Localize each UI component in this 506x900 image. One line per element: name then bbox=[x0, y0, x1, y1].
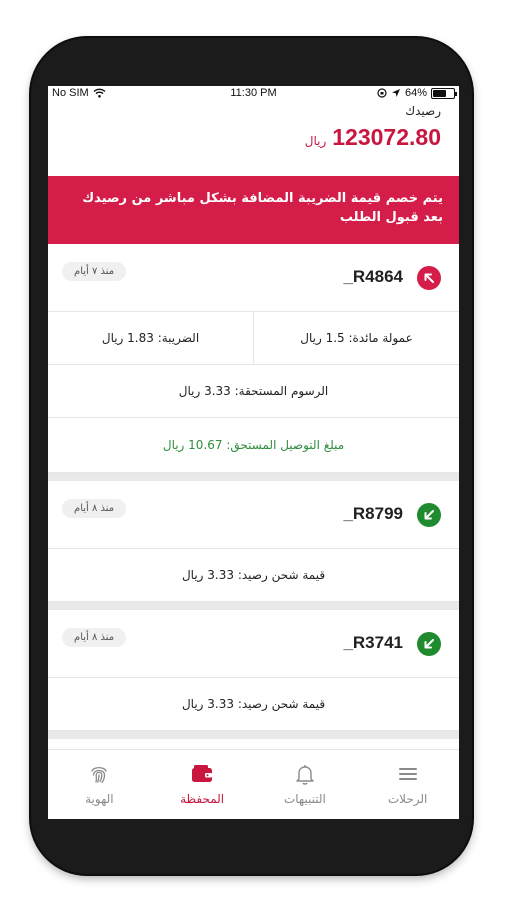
battery-icon bbox=[431, 88, 455, 99]
bottom-tab-bar bbox=[48, 749, 459, 819]
card-separator bbox=[48, 731, 459, 739]
transaction-list[interactable] bbox=[48, 244, 459, 739]
wallet-icon bbox=[190, 762, 214, 786]
lock-rotation-icon bbox=[377, 88, 387, 98]
tab-identity[interactable] bbox=[48, 750, 151, 819]
tax-cell: الضريبة: 1.83 ريال bbox=[48, 312, 254, 364]
arrow-down-left-icon bbox=[417, 503, 441, 527]
menu-lines-icon bbox=[396, 762, 420, 786]
transaction-card[interactable] bbox=[48, 244, 459, 473]
transaction-ref: _R4864 bbox=[343, 267, 403, 286]
tab-wallet[interactable] bbox=[151, 750, 254, 819]
balance-amount: 123072.80 bbox=[332, 124, 441, 150]
bell-icon bbox=[293, 762, 317, 786]
arrow-down-left-icon bbox=[417, 632, 441, 656]
transaction-ref: _R8799 bbox=[343, 504, 403, 523]
balance-row bbox=[305, 124, 441, 151]
transaction-age-badge: منذ ٨ أيام bbox=[62, 628, 126, 647]
commission-cell: عمولة مائدة: 1.5 ريال bbox=[300, 331, 413, 345]
carrier-label: No SIM bbox=[52, 87, 89, 99]
tab-label: المحفظة bbox=[180, 792, 225, 806]
fingerprint-icon bbox=[87, 762, 111, 786]
card-separator bbox=[48, 473, 459, 481]
battery-percent: 64% bbox=[404, 87, 427, 99]
status-right bbox=[377, 87, 455, 99]
transaction-header[interactable] bbox=[48, 481, 459, 549]
delivery-due-row: مبلغ التوصيل المستحق: 10.67 ريال bbox=[48, 418, 459, 473]
status-bar bbox=[48, 86, 459, 102]
fees-due-row: الرسوم المستحقة: 3.33 ريال bbox=[48, 365, 459, 418]
transaction-age-badge: منذ ٨ أيام bbox=[62, 499, 126, 518]
transaction-header[interactable] bbox=[48, 244, 459, 312]
transaction-age-badge: منذ ٧ أيام bbox=[62, 262, 126, 281]
tab-label: الهوية bbox=[85, 792, 114, 806]
balance-label: رصيدك bbox=[405, 104, 441, 118]
app-screen bbox=[48, 86, 459, 819]
tab-trips[interactable] bbox=[356, 750, 459, 819]
topup-row: قيمة شحن رصيد: 3.33 ريال bbox=[48, 678, 459, 731]
tax-notice-banner: يتم خصم قيمة الضريبة المضافة بشكل مباشر من رصيدك بعد قبول الطلب bbox=[48, 176, 459, 244]
status-time: 11:30 PM bbox=[230, 87, 277, 99]
tab-label: الرحلات bbox=[387, 792, 428, 806]
arrow-up-left-icon bbox=[417, 266, 441, 290]
balance-currency: ريال bbox=[304, 134, 327, 148]
location-arrow-icon bbox=[391, 88, 401, 98]
tab-notifications[interactable] bbox=[254, 750, 357, 819]
card-separator bbox=[48, 602, 459, 610]
transaction-card[interactable] bbox=[48, 610, 459, 731]
topup-row: قيمة شحن رصيد: 3.33 ريال bbox=[48, 549, 459, 602]
battery-fill bbox=[433, 90, 446, 97]
transaction-card[interactable] bbox=[48, 481, 459, 602]
transaction-ref: _R3741 bbox=[343, 633, 403, 652]
tab-label: التنبيهات bbox=[283, 792, 326, 806]
transaction-header[interactable] bbox=[48, 610, 459, 678]
commission-tax-row bbox=[48, 312, 459, 365]
